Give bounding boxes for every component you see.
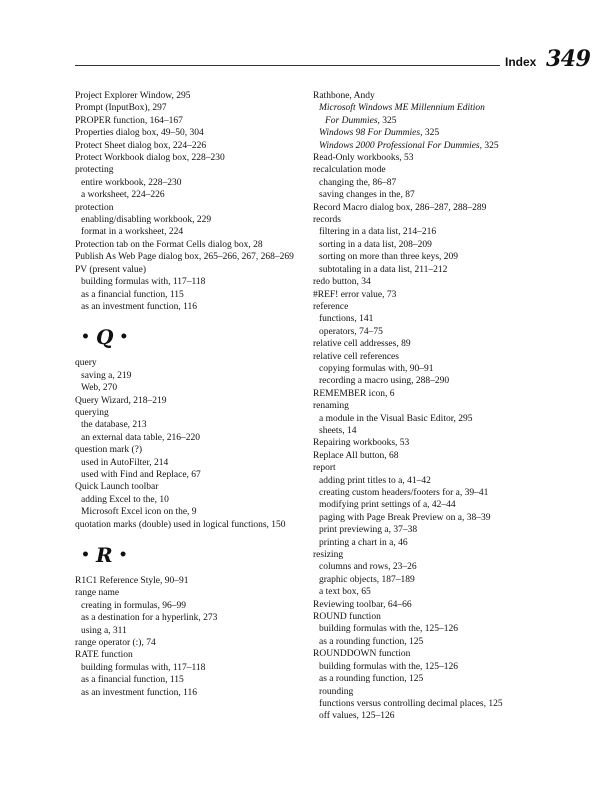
index-entry [313,549,553,561]
index-subentry [313,512,553,524]
index-subentry [75,612,305,624]
index-entry [75,115,305,127]
entry-text: Protect Workbook dialog box, 228–230 [75,153,225,164]
entry-text: Read-Only workbooks, 53 [313,153,414,164]
index-entry [313,611,553,623]
index-entry [75,357,305,369]
index-subentry [75,382,305,394]
index-entry [313,90,553,102]
index-subentry [75,469,305,481]
entry-text: off values, 125–126 [319,711,395,722]
index-subentry [313,710,553,722]
page-number: 349 [546,46,591,72]
bullet-icon: • [81,329,90,346]
index-entry [75,649,305,661]
index-subentry [75,289,305,301]
bullet-icon: • [81,547,90,563]
index-subentry [313,140,553,152]
section-heading-q [75,323,305,351]
index-entry [313,214,553,226]
entry-text: used with Find and Replace, 67 [81,469,201,480]
entry-text: report [313,463,336,474]
entry-text: reference [313,301,349,312]
entry-text: records [313,215,341,226]
entry-text: copying formulas with, 90–91 [319,363,434,374]
index-entry [75,575,305,587]
bullet-icon: • [119,329,129,346]
index-entry [75,407,305,419]
entry-text: renaming [313,401,349,412]
entry-text: saving changes in the, 87 [319,190,415,201]
index-entry [75,481,305,493]
index-subentry [313,375,553,387]
index-subentry [313,102,553,114]
entry-text: RATE function [75,650,133,661]
entry-text: quotation marks (double) used in logical functions, 150 [75,519,286,530]
index-entry [313,437,553,449]
entry-text: adding print titles to a, 41–42 [319,475,431,486]
index-subentry [313,673,553,685]
entry-text: as a destination for a hyperlink, 273 [81,613,218,624]
index-subentry [313,226,553,238]
bullet-icon: • [118,547,128,563]
entry-text: protection [75,202,114,213]
index-subentry [313,264,553,276]
entry-text: operators, 74–75 [319,326,383,337]
entry-page-ref: 325 [379,115,397,126]
index-entry [313,338,553,350]
entry-text: redo button, 34 [313,277,371,288]
entry-text: Reviewing toolbar, 64–66 [313,599,412,610]
entry-text: Project Explorer Window, 295 [75,91,191,101]
entry-text: as a financial function, 115 [81,289,184,300]
index-entry [75,395,305,407]
entry-text: as an investment function, 116 [81,301,197,312]
index-column-right [313,90,553,723]
index-subentry [313,363,553,375]
entry-text: format in a worksheet, 224 [81,227,184,238]
index-subentry [75,687,305,699]
entry-text: Replace All button, 68 [313,450,399,461]
index-subentry [313,537,553,549]
index-entry [75,444,305,456]
index-entry [313,351,553,363]
index-subentry [313,475,553,487]
entry-text: relative cell references [313,351,399,362]
entry-text: REMEMBER icon, 6 [313,388,395,399]
entry-text: changing the, 86–87 [319,177,397,188]
entry-text: range name [75,588,120,599]
entry-text: Windows 2000 Professional For Dummies, [319,140,482,151]
index-entry [313,450,553,462]
entry-text: Repairing workbooks, 53 [313,438,410,449]
index-subentry [75,600,305,612]
index-subentry [313,686,553,698]
index-subentry [313,561,553,573]
index-subentry [313,698,553,710]
index-entry [313,289,553,301]
entry-text: creating in formulas, 96–99 [81,600,187,611]
entry-text: relative cell addresses, 89 [313,339,411,350]
index-entry [75,637,305,649]
index-subentry [313,251,553,263]
index-subentry [313,425,553,437]
index-entry [75,587,305,599]
entry-text: entire workbook, 228–230 [81,177,182,188]
entry-text: Record Macro dialog box, 286–287, 288–289 [313,202,487,213]
index-subentry [313,487,553,499]
entry-text: adding Excel to the, 10 [81,494,169,505]
index-entry [75,239,305,251]
entry-text: building formulas with, 117–118 [81,662,206,673]
entry-text: R1C1 Reference Style, 90–91 [75,576,189,586]
entry-text: used in AutoFilter, 214 [81,457,169,468]
entry-text: using a, 311 [81,625,127,636]
index-entry [313,599,553,611]
index-subentry [313,115,553,127]
index-entry [75,152,305,164]
entry-text: subtotaling in a data list, 211–212 [319,264,448,275]
entry-text: the database, 213 [81,420,147,431]
index-entry [75,164,305,176]
entry-text: Quick Launch toolbar [75,482,159,493]
entry-text: Microsoft Windows ME Millennium Edition [319,103,485,114]
index-subentry [75,214,305,226]
index-subentry [313,623,553,635]
index-entry [75,90,305,102]
entry-text: print previewing a, 37–38 [319,525,418,536]
index-entry [313,152,553,164]
entry-text: recording a macro using, 288–290 [319,376,450,387]
entry-text: recalculation mode [313,165,386,176]
index-subentry [75,457,305,469]
index-entry [75,264,305,276]
entry-text: graphic objects, 187–189 [319,574,415,585]
index-subentry [75,177,305,189]
entry-text: as an investment function, 116 [81,687,197,698]
entry-text: question mark (?) [75,445,143,456]
index-entry [313,276,553,288]
index-subentry [313,313,553,325]
index-entry [75,251,305,263]
section-letter: R [95,543,113,567]
index-subentry [75,494,305,506]
index-subentry [75,625,305,637]
index-subentry [313,586,553,598]
entry-text: Properties dialog box, 49–50, 304 [75,128,204,139]
index-subentry [75,419,305,431]
entry-text: sorting on more than three keys, 209 [319,252,459,263]
index-entry [75,202,305,214]
entry-text: building formulas with the, 125–126 [319,661,459,672]
index-subentry [75,189,305,201]
entry-text: Rathbone, Andy [313,91,375,101]
index-subentry [313,574,553,586]
index-subentry [313,326,553,338]
index-subentry [75,674,305,686]
entry-text: rounding [319,686,354,697]
entry-text: query [75,358,97,369]
entry-text: functions, 141 [319,314,374,325]
entry-text: ROUNDDOWN function [313,649,411,660]
index-subentry [313,499,553,511]
entry-text: range operator (:), 74 [75,638,156,649]
index-entry [313,202,553,214]
entry-text: building formulas with the, 125–126 [319,624,459,635]
entry-text: ROUND function [313,612,381,623]
index-subentry [75,370,305,382]
section-heading-r [75,541,305,569]
entry-text: a module in the Visual Basic Editor, 295 [319,413,473,424]
index-subentry [313,239,553,251]
entry-page-ref: 325 [482,140,499,151]
entry-text: resizing [313,550,344,561]
entry-text: Protect Sheet dialog box, 224–226 [75,140,207,151]
entry-text: as a rounding function, 125 [319,636,424,647]
entry-text: filtering in a data list, 214–216 [319,227,437,238]
index-subentry [313,636,553,648]
index-entry [313,400,553,412]
entry-text: sorting in a data list, 208–209 [319,239,432,250]
index-subentry [75,432,305,444]
entry-text: Windows 98 For Dummies, [319,128,423,139]
index-entry [313,462,553,474]
section-letter: Q [95,325,114,350]
entry-text: a text box, 65 [319,587,371,598]
entry-text: saving a, 219 [81,370,132,381]
index-entry [313,648,553,660]
index-subentry [313,524,553,536]
entry-text: Publish As Web Page dialog box, 265–266, 267, 268–269 [75,252,294,263]
entry-text: Microsoft Excel icon on the, 9 [81,507,197,518]
index-subentry [313,189,553,201]
index-entry [313,388,553,400]
entry-text: building formulas with, 117–118 [81,277,206,288]
entry-text: an external data table, 216–220 [81,432,200,443]
index-subentry [75,276,305,288]
index-entry [313,164,553,176]
entry-text: Prompt (InputBox), 297 [75,103,167,114]
index-subentry [75,226,305,238]
entry-text: enabling/disabling workbook, 229 [81,215,212,226]
entry-text: PV (present value) [75,264,147,275]
index-subentry [313,177,553,189]
index-entry [313,301,553,313]
entry-text: creating custom headers/footers for a, 39–41 [319,488,489,498]
index-entry [75,519,305,531]
entry-text: modifying print settings of a, 42–44 [319,500,456,511]
index-entry [75,127,305,139]
entry-text: sheets, 14 [319,425,357,436]
entry-text: a worksheet, 224–226 [81,190,165,201]
running-head-section: Index [505,55,537,69]
entry-text: Protection tab on the Format Cells dialog box, 28 [75,239,263,250]
entry-text: columns and rows, 23–26 [319,562,417,573]
index-subentry [75,301,305,313]
entry-text: functions versus controlling decimal places, 125 [319,698,503,709]
index-subentry [75,662,305,674]
index-subentry [313,413,553,425]
entry-text: For Dummies, [325,115,380,126]
entry-text: as a financial function, 115 [81,675,184,686]
entry-text: printing a chart in a, 46 [319,537,408,548]
entry-text: Web, 270 [81,383,118,394]
entry-text: Query Wizard, 218–219 [75,395,167,406]
entry-text: querying [75,407,109,418]
entry-text: paging with Page Break Preview on a, 38–39 [319,512,491,523]
index-entry [75,140,305,152]
entry-text: #REF! error value, 73 [313,289,397,300]
index-column-left [75,90,305,699]
index-subentry [75,506,305,518]
header-rule [75,65,500,66]
index-entry [75,102,305,114]
entry-page-ref: 325 [422,128,440,139]
index-subentry [313,127,553,139]
entry-text: as a rounding function, 125 [319,674,424,685]
entry-text: PROPER function, 164–167 [75,115,183,126]
index-subentry [313,661,553,673]
entry-text: protecting [75,165,114,176]
